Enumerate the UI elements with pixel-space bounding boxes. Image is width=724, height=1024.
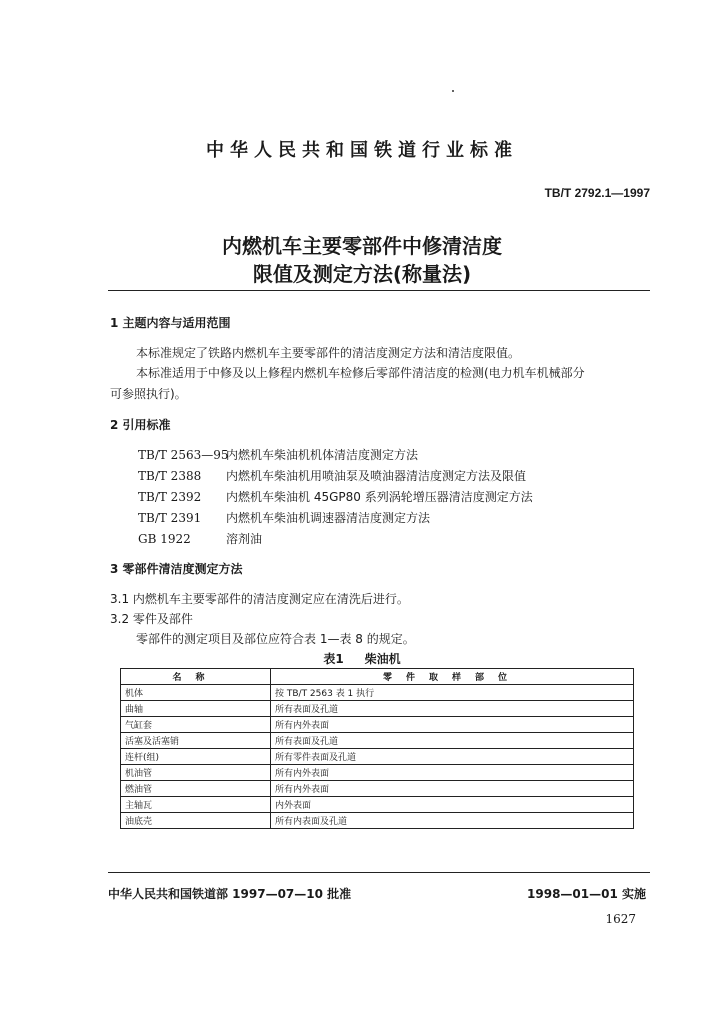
sample-location: 所有零件表面及孔道 xyxy=(271,749,634,765)
reference-title: 内燃机车柴油机机体清洁度测定方法 xyxy=(226,448,419,462)
reference-item xyxy=(138,488,533,505)
part-name: 燃油管 xyxy=(121,781,271,797)
reference-title: 溶剂油 xyxy=(226,532,263,546)
sample-location: 所有内外表面 xyxy=(271,781,634,797)
part-name: 主轴瓦 xyxy=(121,797,271,813)
reference-title: 内燃机车柴油机调速器清洁度测定方法 xyxy=(226,511,431,525)
document-title-line2: 限值及测定方法(称量法) xyxy=(252,262,472,286)
sample-location: 所有表面及孔道 xyxy=(271,701,634,717)
table-row xyxy=(121,733,634,749)
section1-para2-line1: 本标准适用于中修及以上修程内燃机车检修后零部件清洁度的检测(电力机车机械部分 xyxy=(136,366,585,380)
reference-item xyxy=(138,446,418,463)
part-name: 机体 xyxy=(121,685,271,701)
section3-2-heading: 3.2 零件及部件 xyxy=(110,612,193,626)
section3-heading: 3 零部件清洁度测定方法 xyxy=(110,562,243,576)
table-row xyxy=(121,701,634,717)
speck xyxy=(452,90,454,92)
title-rule xyxy=(108,290,650,291)
sample-location: 按 TB/T 2563 表 1 执行 xyxy=(271,685,634,701)
org-title: 中华人民共和国铁道行业标准 xyxy=(206,140,518,161)
table-row xyxy=(121,717,634,733)
section3-1-text: 3.1 内燃机车主要零部件的清洁度测定应在清洗后进行。 xyxy=(110,592,409,606)
part-name: 气缸套 xyxy=(121,717,271,733)
part-name: 曲轴 xyxy=(121,701,271,717)
reference-code: GB 1922 xyxy=(138,532,191,546)
table1-caption: 表1 柴油机 xyxy=(323,652,401,666)
document-title-line1: 内燃机车主要零部件中修清洁度 xyxy=(222,234,502,258)
table-row xyxy=(121,765,634,781)
page-number: 1627 xyxy=(605,912,636,926)
approval-line: 中华人民共和国铁道部 1997—07—10 批准 xyxy=(108,887,352,901)
sample-location: 所有内表面及孔道 xyxy=(271,813,634,829)
sample-location: 所有内外表面 xyxy=(271,765,634,781)
section1-heading: 1 主题内容与适用范围 xyxy=(110,316,231,330)
reference-item xyxy=(138,467,526,484)
sample-location: 所有表面及孔道 xyxy=(271,733,634,749)
column-header-location: 零件取样部位 xyxy=(271,669,634,685)
table-row xyxy=(121,797,634,813)
table-row xyxy=(121,685,634,701)
reference-item xyxy=(138,530,262,547)
part-name: 活塞及活塞销 xyxy=(121,733,271,749)
part-name: 连杆(组) xyxy=(121,749,271,765)
column-header-name: 名称 xyxy=(121,669,271,685)
sample-location: 所有内外表面 xyxy=(271,717,634,733)
section2-heading: 2 引用标准 xyxy=(110,418,171,432)
table1 xyxy=(120,668,634,829)
section3-2-text: 零部件的测定项目及部位应符合表 1—表 8 的规定。 xyxy=(136,632,415,646)
effective-date: 1998—01—01 实施 xyxy=(527,887,646,901)
table-row xyxy=(121,749,634,765)
section1-para1: 本标准规定了铁路内燃机车主要零部件的清洁度测定方法和清洁度限值。 xyxy=(136,346,521,360)
reference-code: TB/T 2391 xyxy=(138,511,202,525)
sample-location: 内外表面 xyxy=(271,797,634,813)
reference-code: TB/T 2388 xyxy=(138,469,202,483)
section1-para2-line2: 可参照执行)。 xyxy=(110,387,187,401)
table-header-row xyxy=(121,669,634,685)
reference-title: 内燃机车柴油机用喷油泵及喷油器清洁度测定方法及限值 xyxy=(226,469,527,483)
reference-code: TB/T 2392 xyxy=(138,490,202,504)
standard-code: TB/T 2792.1—1997 xyxy=(544,186,650,200)
footer-rule xyxy=(108,872,650,873)
reference-item xyxy=(138,509,430,526)
part-name: 机油管 xyxy=(121,765,271,781)
table-row xyxy=(121,813,634,829)
part-name: 油底壳 xyxy=(121,813,271,829)
table-row xyxy=(121,781,634,797)
reference-code: TB/T 2563—95 xyxy=(138,448,229,462)
reference-title: 内燃机车柴油机 45GP80 系列涡轮增压器清洁度测定方法 xyxy=(226,490,533,504)
